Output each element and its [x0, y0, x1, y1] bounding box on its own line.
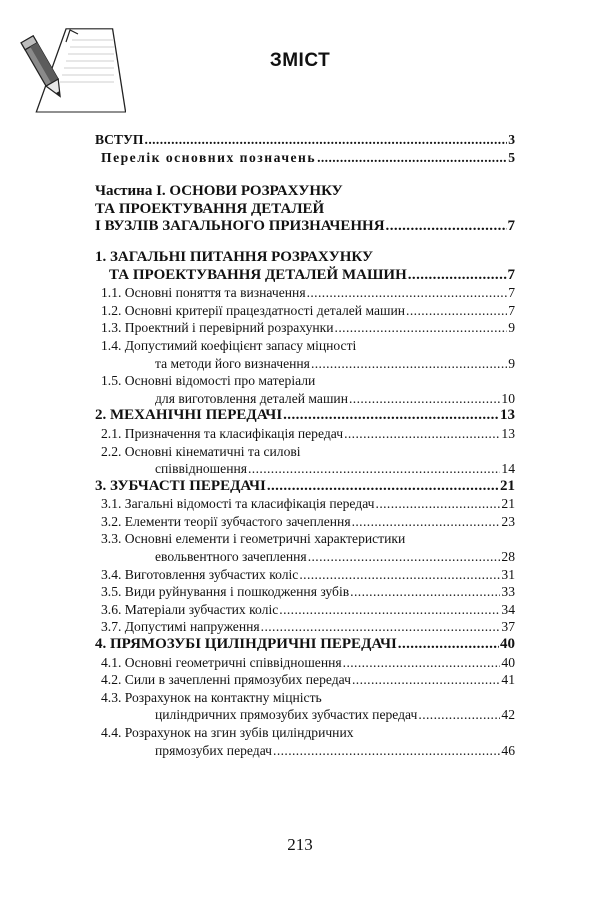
toc-entry-page: 13 [500, 407, 515, 424]
toc-entry-page: 9 [508, 355, 515, 371]
toc-section-title-line: 4.1. Основні геометричні співвідношення [101, 654, 342, 670]
toc-entry-page: 41 [501, 672, 515, 688]
toc-section-entry[interactable] [95, 372, 515, 407]
toc-section-entry[interactable] [95, 654, 515, 672]
toc-section-entry[interactable] [95, 671, 515, 689]
leader-dots [279, 601, 500, 619]
toc-entry-page: 40 [500, 636, 515, 653]
leader-dots [352, 671, 500, 689]
toc-entry-title: ВСТУП [95, 132, 144, 147]
toc-section-title-line: 2.2. Основні кінематичні та силові [101, 443, 301, 459]
toc-entry-page: 31 [501, 566, 515, 582]
toc-entry-page: 46 [501, 742, 515, 758]
toc-entry-page: 10 [501, 390, 515, 406]
toc-part-title-line: ТА ПРОЕКТУВАННЯ ДЕТАЛЕЙ [95, 200, 325, 217]
toc-section-title-line: співвідношення [155, 461, 247, 477]
leader-dots [317, 149, 507, 167]
toc-section-title-line: 3.1. Загальні відомості та класифікація передач [101, 496, 375, 512]
toc-entry-page: 5 [508, 149, 515, 165]
toc-entry-page: 3 [508, 132, 515, 147]
toc-entry-page: 28 [501, 549, 515, 565]
toc-section-entry[interactable] [95, 601, 515, 619]
toc-section-title-line: 3.5. Види руйнування і пошкодження зубів [101, 584, 350, 600]
toc-entry-page: 23 [501, 513, 515, 529]
page-title: ЗМІСТ [269, 50, 331, 71]
toc-entry-intro[interactable] [95, 131, 515, 149]
toc-part-title-line: Частина I. ОСНОВИ РОЗРАХУНКУ [95, 183, 343, 200]
leader-dots [307, 284, 508, 302]
leader-dots [349, 390, 500, 408]
toc-section-title-line: 4.3. Розрахунок на контактну міцність [101, 689, 322, 705]
leader-dots [386, 218, 507, 236]
toc-chapter-3[interactable] [95, 478, 515, 496]
leader-dots [406, 302, 507, 320]
leader-dots [273, 742, 500, 760]
toc-entry-page: 9 [508, 320, 515, 336]
toc-section-title-line: 3.3. Основні елементи і геометричні характеристики [101, 531, 406, 547]
toc-section-entry[interactable] [95, 724, 515, 759]
leader-dots [343, 654, 501, 672]
leader-dots [350, 583, 500, 601]
toc-section-title-line: 4.2. Сили в зачепленні прямозубих передач [101, 672, 351, 688]
toc-chapter-title-line: 1. ЗАГАЛЬНІ ПИТАННЯ РОЗРАХУНКУ [95, 248, 374, 265]
leader-dots [311, 355, 507, 373]
toc-section-entry[interactable] [95, 319, 515, 337]
toc-entry-page: 13 [501, 425, 515, 441]
toc-section-entry[interactable] [95, 425, 515, 443]
toc-part-title-line: І ВУЗЛІВ ЗАГАЛЬНОГО ПРИЗНАЧЕННЯ [95, 218, 385, 235]
leader-dots [398, 636, 499, 654]
toc-section-title-line: 3.6. Матеріали зубчастих коліс [101, 601, 279, 617]
toc-chapter-1[interactable] [95, 249, 515, 284]
toc-section-entry[interactable] [95, 566, 515, 584]
toc-section-title-line: 1.1. Основні поняття та визначення [101, 285, 306, 301]
leader-dots [376, 495, 501, 513]
toc-section-title-line: циліндричних прямозубих зубчастих передач [155, 707, 418, 723]
toc-section-title-line: для виготовлення деталей машин [155, 390, 348, 406]
toc-section-entry[interactable] [95, 513, 515, 531]
toc-entry-page: 7 [508, 302, 515, 318]
toc-section-entry[interactable] [95, 530, 515, 565]
toc-entry-page: 21 [501, 496, 515, 512]
leader-dots [145, 131, 508, 149]
toc-entry-page: 42 [501, 707, 515, 723]
toc-section-entry[interactable] [95, 337, 515, 372]
leader-dots [299, 566, 500, 584]
leader-dots [418, 706, 500, 724]
toc-entry-page: 7 [507, 266, 515, 283]
toc-entry-title: Перелік основних позначень [101, 149, 317, 165]
toc-section-entry[interactable] [95, 689, 515, 724]
toc-chapter-title: 3. ЗУБЧАСТІ ПЕРЕДАЧІ [95, 477, 266, 494]
toc-section-title-line: 3.2. Елементи теорії зубчастого зачеплення [101, 513, 351, 529]
toc-chapter-title: 4. ПРЯМОЗУБІ ЦИЛІНДРИЧНІ ПЕРЕДАЧІ [95, 636, 397, 653]
toc-section-title-line: 4.4. Розрахунок на згин зубів циліндричних [101, 725, 354, 740]
toc-section-title-line: 1.5. Основні відомості про матеріали [101, 373, 316, 389]
leader-dots [261, 618, 501, 636]
toc-part-1[interactable] [95, 183, 515, 236]
toc-section-entry[interactable] [95, 583, 515, 601]
toc-entry-page: 33 [501, 584, 515, 600]
leader-dots [352, 513, 501, 531]
toc-chapter-title-line: ТА ПРОЕКТУВАННЯ ДЕТАЛЕЙ МАШИН [109, 266, 407, 283]
leader-dots [283, 407, 499, 425]
toc-section-entry[interactable] [95, 618, 515, 636]
toc-section-title-line: евольвентного зачеплення [155, 549, 307, 565]
toc-section-title-line: 3.4. Виготовлення зубчастих коліс [101, 566, 299, 582]
toc-entry-page: 7 [508, 285, 515, 301]
toc-section-title-line: 1.4. Допустимий коефіцієнт запасу міцності [101, 337, 357, 353]
leader-dots [308, 548, 501, 566]
toc-entry-page: 34 [501, 601, 515, 617]
toc-entry-page: 21 [500, 477, 515, 494]
toc-section-title-line: та методи його визначення [155, 355, 310, 371]
toc-entry-symbols[interactable] [95, 149, 515, 167]
leader-dots [248, 460, 500, 478]
toc-chapter-4[interactable] [95, 636, 515, 654]
toc-section-entry[interactable] [95, 284, 515, 302]
leader-dots [335, 319, 508, 337]
leader-dots [344, 425, 500, 443]
toc-section-title-line: прямозубих передач [155, 742, 273, 758]
toc-section-entry[interactable] [95, 443, 515, 478]
page-number: 213 [287, 835, 313, 854]
toc-section-title-line: 2.1. Призначення та класифікація передач [101, 425, 344, 441]
toc-entry-page: 7 [507, 218, 515, 235]
toc-section-title-line: 1.3. Проектний і перевірний розрахунки [101, 320, 334, 336]
toc-section-entry[interactable] [95, 302, 515, 320]
leader-dots [267, 478, 499, 496]
leader-dots [408, 267, 507, 285]
toc-section-title-line: 3.7. Допустимі напруження [101, 619, 260, 635]
toc-entry-page: 37 [501, 619, 515, 635]
toc-section-title-line: 1.2. Основні критерії працездатності деталей машин [101, 302, 406, 318]
toc-entry-page: 14 [501, 461, 515, 477]
toc-chapter-2[interactable] [95, 407, 515, 425]
toc-chapter-title: 2. МЕХАНІЧНІ ПЕРЕДАЧІ [95, 407, 283, 424]
toc-entry-page: 40 [501, 654, 515, 670]
table-of-contents [95, 131, 515, 759]
toc-section-entry[interactable] [95, 495, 515, 513]
